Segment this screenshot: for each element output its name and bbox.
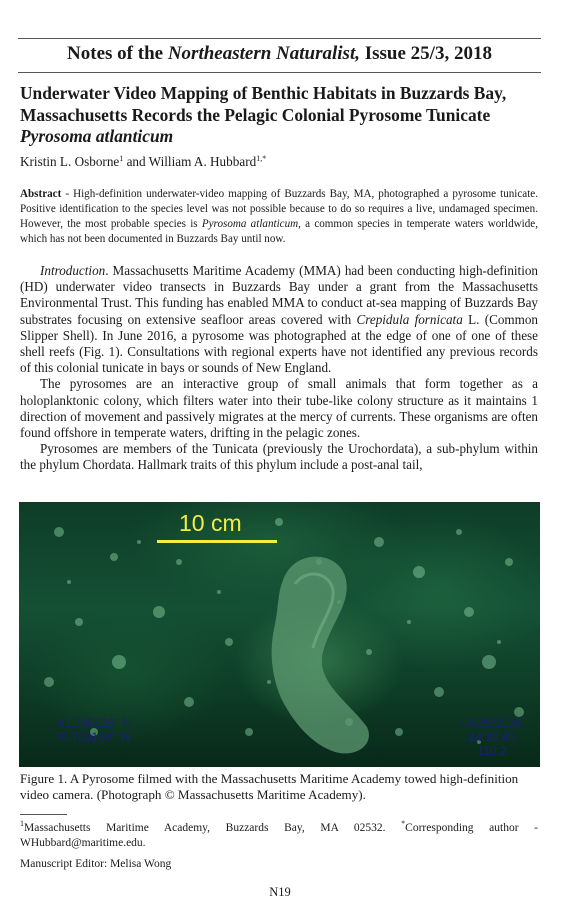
paragraph-introduction: Introduction. Massachusetts Maritime Academy (MMA) had been conducting high-definition (HD) underwater video transects in Buzzards Bay under a grant from the Massachusetts Environmental Trust. This funding has enabled MMA to conduct at-sea mapping of Buzzards Bay substrates focusing on extensive seafloor areas covered with Crepidula fornicata L. (Common Slipper Shell). In June 2016, a pyrosome was photographed at the edge of one of one of these shell reefs (Fig. 1). Consultations with regional experts have not identified any previous records of this colonial tunicate in bays or sounds of New England. [20,263,538,376]
longitude: 70.700160° W [54,730,131,744]
scale-label: 10 cm [179,510,242,536]
paragraph-tunicata: Pyrosomes are members of the Tunicata (previously the Urochordata), a sub-phylum within the phylum Chordata. Hallmark traits of this phylum include a post-anal tail, [20,441,538,473]
header-rule-bottom [18,72,541,73]
manuscript-editor: Manuscript Editor: Melisa Wong [20,858,172,870]
timestamp-overlay [451,716,533,758]
scale-bar [157,540,277,543]
paragraph-pyrosomes: The pyrosomes are an interactive group of small animals that form together as a holoplanktonic colony, which filters water into their tube-like colony structure as it maintains 1 direction of movement and passively migrates at the mercy of currents. These organisms are often found offshore in temperate waters, drifting in the pelagic zones. [20,376,538,441]
footnote: $^1$Massachusetts Maritime Academy, Buzzards Bay, MA 02532. *Corresponding author - WHubbard@maritime.edu. [20,819,538,849]
running-head: Notes of the Northeastern Naturalist, Issue 25/3, 2018 [67,43,492,64]
header-rule-top [18,38,541,39]
footnote-rule [20,814,67,815]
author-line: Kristin L. Osborne$^1$ and William A. Hubbard$^{1,*}$ [20,154,267,169]
body-text [20,263,538,474]
abstract: Abstract - High-definition underwater-video mapping of Buzzards Bay, MA, photographed a pyrosome tunicate. Positive identification to the species level was not possible because to do so requires a live, undamaged specimen. However, the most probable species is Pyrosoma atlanticum, a common species in temperate waters worldwide, which has not been documented in Buzzards Bay until now. [20,188,538,245]
article-title: Underwater Video Mapping of Benthic Habitats in Buzzards Bay, Massachusetts Records the Pelagic Colonial Pyrosome Tunicate Pyrosoma atlanticum [20,83,507,146]
pyrosome-colony [272,557,369,754]
frame-value: 110.2 [477,744,507,758]
coordinates-overlay [39,716,131,744]
section-heading: Introduction [40,263,106,278]
abstract-label: Abstract [20,188,62,200]
latitude: 41.705820° N [57,716,131,730]
date: 06/15/2016 [461,716,523,730]
time: 14:39:40 [468,730,516,744]
figure-caption: Figure 1. A Pyrosome filmed with the Massachusetts Maritime Academy towed high-definition video camera. (Photograph © Massachusetts Maritime Academy). [20,771,519,803]
page-number: N19 [269,885,291,899]
figure-photo [19,502,540,767]
